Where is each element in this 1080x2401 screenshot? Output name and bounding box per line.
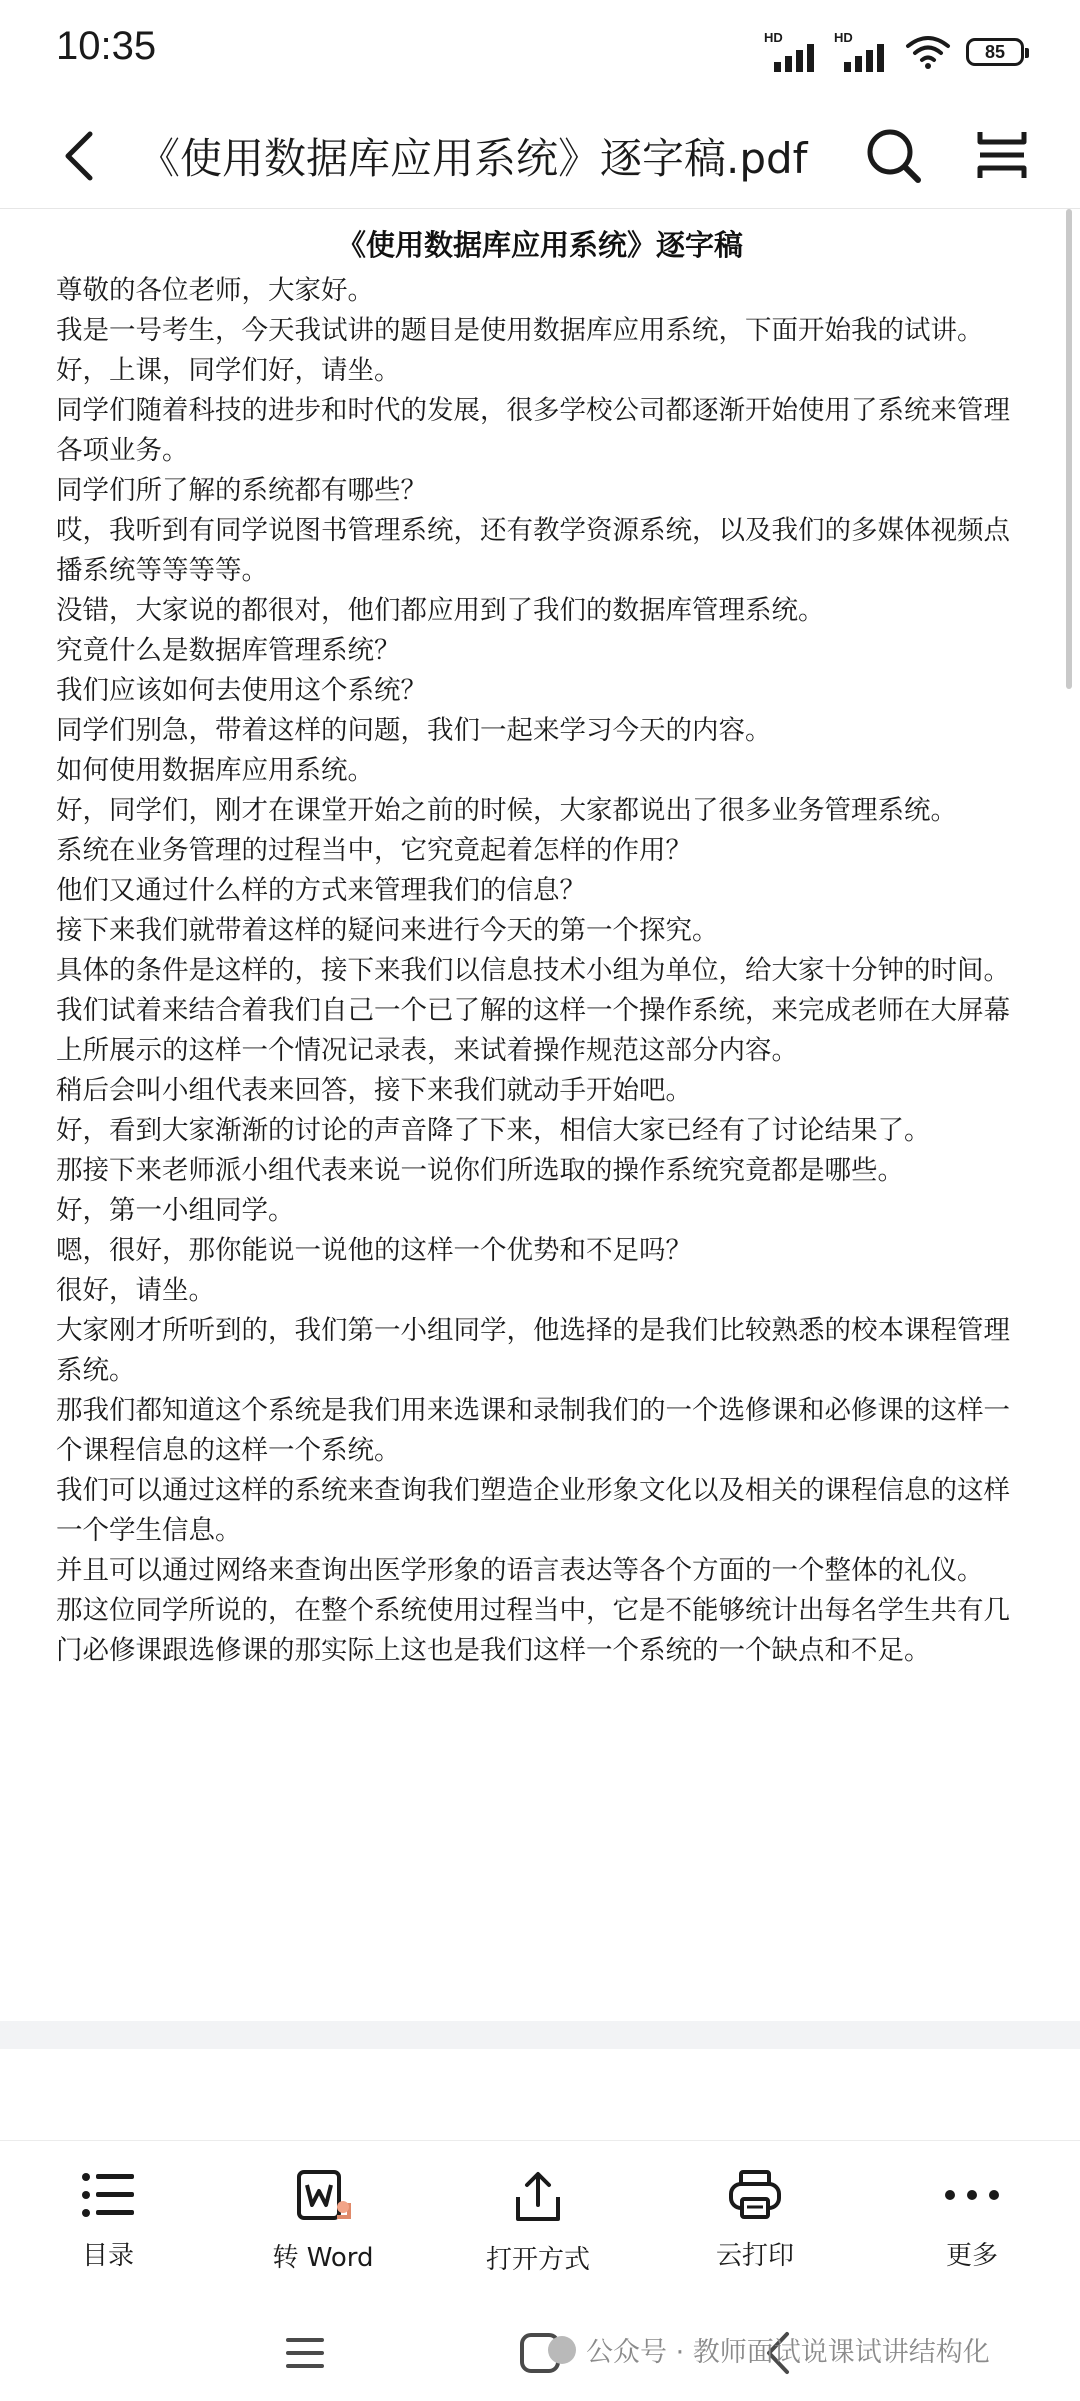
search-icon [862,122,926,186]
paragraph: 好，同学们，刚才在课堂开始之前的时候，大家都说出了很多业务管理系统。 [56,795,957,826]
page-heading: 《使用数据库应用系统》逐字稿 [336,228,743,262]
toolbar-cloud-print-button[interactable] [665,2153,845,2293]
search-button[interactable] [862,122,926,186]
paragraph: 没错，大家说的都很对，他们都应用到了我们的数据库管理系统。 [56,595,825,626]
paragraph: 大家刚才所听到的，我们第一小组同学，他选择的是我们比较熟悉的校本课程管理系统。 [56,1315,1010,1386]
system-nav-bar [0,2300,1080,2401]
paragraph: 那我们都知道这个系统是我们用来选课和录制我们的一个选修课和必修课的这样一个课程信息的这样一个系统。 [56,1395,1010,1466]
share-icon [510,2169,566,2225]
paragraph: 究竟什么是数据库管理系统？ [56,635,401,666]
reader-menu-button[interactable] [972,122,1032,186]
paragraph: 哎，我听到有同学说图书管理系统，还有教学资源系统，以及我们的多媒体视频点播系统等等等等。 [56,515,1010,586]
paragraph: 我们可以通过这样的系统来查询我们塑造企业形象文化以及相关的课程信息的这样一个学生信息。 [56,1475,1010,1546]
watermark-text: 公众号 · 教师面试说课试讲结构化 [586,2337,990,2368]
pdf-viewer[interactable] [0,209,1080,2029]
toolbar-label: 打开方式 [485,2245,590,2275]
paragraph: 好，看到大家渐渐的讨论的声音降了下来，相信大家已经有了讨论结果了。 [56,1115,931,1146]
paragraph: 具体的条件是这样的，接下来我们以信息技术小组为单位，给大家十分钟的时间。 [56,955,1010,986]
paragraph: 我们应该如何去使用这个系统？ [56,675,427,706]
paragraph: 我是一号考生，今天我试讲的题目是使用数据库应用系统，下面开始我的试讲。 [56,315,984,346]
paragraph: 同学们所了解的系统都有哪些？ [56,475,427,506]
paragraph: 系统在业务管理的过程当中，它究竟起着怎样的作用？ [56,835,692,866]
pdf-page [0,209,1080,2021]
paragraph: 好，第一小组同学。 [56,1195,295,1226]
paragraph: 并且可以通过网络来查询出医学形象的语言表达等各个方面的一个整体的礼仪。 [56,1555,984,1586]
toolbar-convert-word-button[interactable] [233,2153,413,2293]
status-bar [0,0,1080,100]
printer-icon [727,2169,783,2221]
toolbar-label: 云打印 [715,2241,794,2271]
paragraph: 接下来我们就带着这样的疑问来进行今天的第一个探究。 [56,915,719,946]
paragraph: 那这位同学所说的，在整个系统使用过程当中，它是不能够统计出每名学生共有几门必修课跟选修课的那实际上这也是我们这样一个系统的一个缺点和不足。 [56,1595,1010,1666]
chevron-left-icon [52,122,112,186]
toolbar-label: 转 Word [272,2243,374,2273]
paragraph: 同学们随着科技的进步和时代的发展，很多学校公司都逐渐开始使用了系统来管理各项业务。 [56,395,1010,466]
toolbar-catalog-button[interactable] [18,2153,198,2293]
page-separator [0,2021,1080,2049]
status-icons [764,30,1024,74]
toolbar-open-with-button[interactable] [448,2153,628,2293]
paragraph: 同学们别急，带着这样的问题，我们一起来学习今天的内容。 [56,715,772,746]
cellular-signal-icon [764,32,820,72]
wechat-logo-icon [548,2336,576,2364]
signal-hd-label-2: HD [834,30,853,45]
paragraph: 好，上课，同学们好，请坐。 [56,355,401,386]
paragraph: 那接下来老师派小组代表来说一说你们所选取的操作系统究竟都是哪些。 [56,1155,904,1186]
document-title: 《使用数据库应用系统》逐字稿.pdf [138,134,808,183]
paragraph: 我们试着来结合着我们自己一个已了解的这样一个操作系统，来完成老师在大屏幕上所展示的这样一个情况记录表，来试着操作规范这部分内容。 [56,995,1010,1066]
reader-menu-icon [972,122,1032,186]
scrollbar-thumb[interactable] [1066,209,1072,689]
paragraph: 很好，请坐。 [56,1275,215,1306]
cellular-signal-icon-2 [834,32,890,72]
paragraph: 稍后会叫小组代表来回答，接下来我们就动手开始吧。 [56,1075,692,1106]
page-body [56,271,1016,1671]
bottom-toolbar [0,2140,1080,2301]
paragraph: 如何使用数据库应用系统。 [56,755,374,786]
toolbar-more-button[interactable] [882,2153,1062,2293]
paragraph: 尊敬的各位老师，大家好。 [56,275,374,306]
wechat-watermark [548,2330,990,2369]
hamburger-icon [270,2318,340,2388]
title-bar [0,100,1080,209]
signal-hd-label: HD [764,30,783,45]
list-icon [80,2169,136,2221]
toolbar-label: 目录 [81,2241,134,2271]
toolbar-label: 更多 [945,2241,998,2271]
status-time: 10:35 [56,24,157,68]
wifi-icon [904,32,952,72]
back-button[interactable] [52,122,112,186]
nav-menu-button[interactable] [270,2318,340,2388]
paragraph: 嗯，很好，那你能说一说他的这样一个优势和不足吗？ [56,1235,692,1266]
convert-word-icon [293,2169,353,2223]
paragraph: 他们又通过什么样的方式来管理我们的信息？ [56,875,586,906]
battery-indicator: 85 [966,38,1024,66]
more-dots-icon [942,2169,1002,2221]
